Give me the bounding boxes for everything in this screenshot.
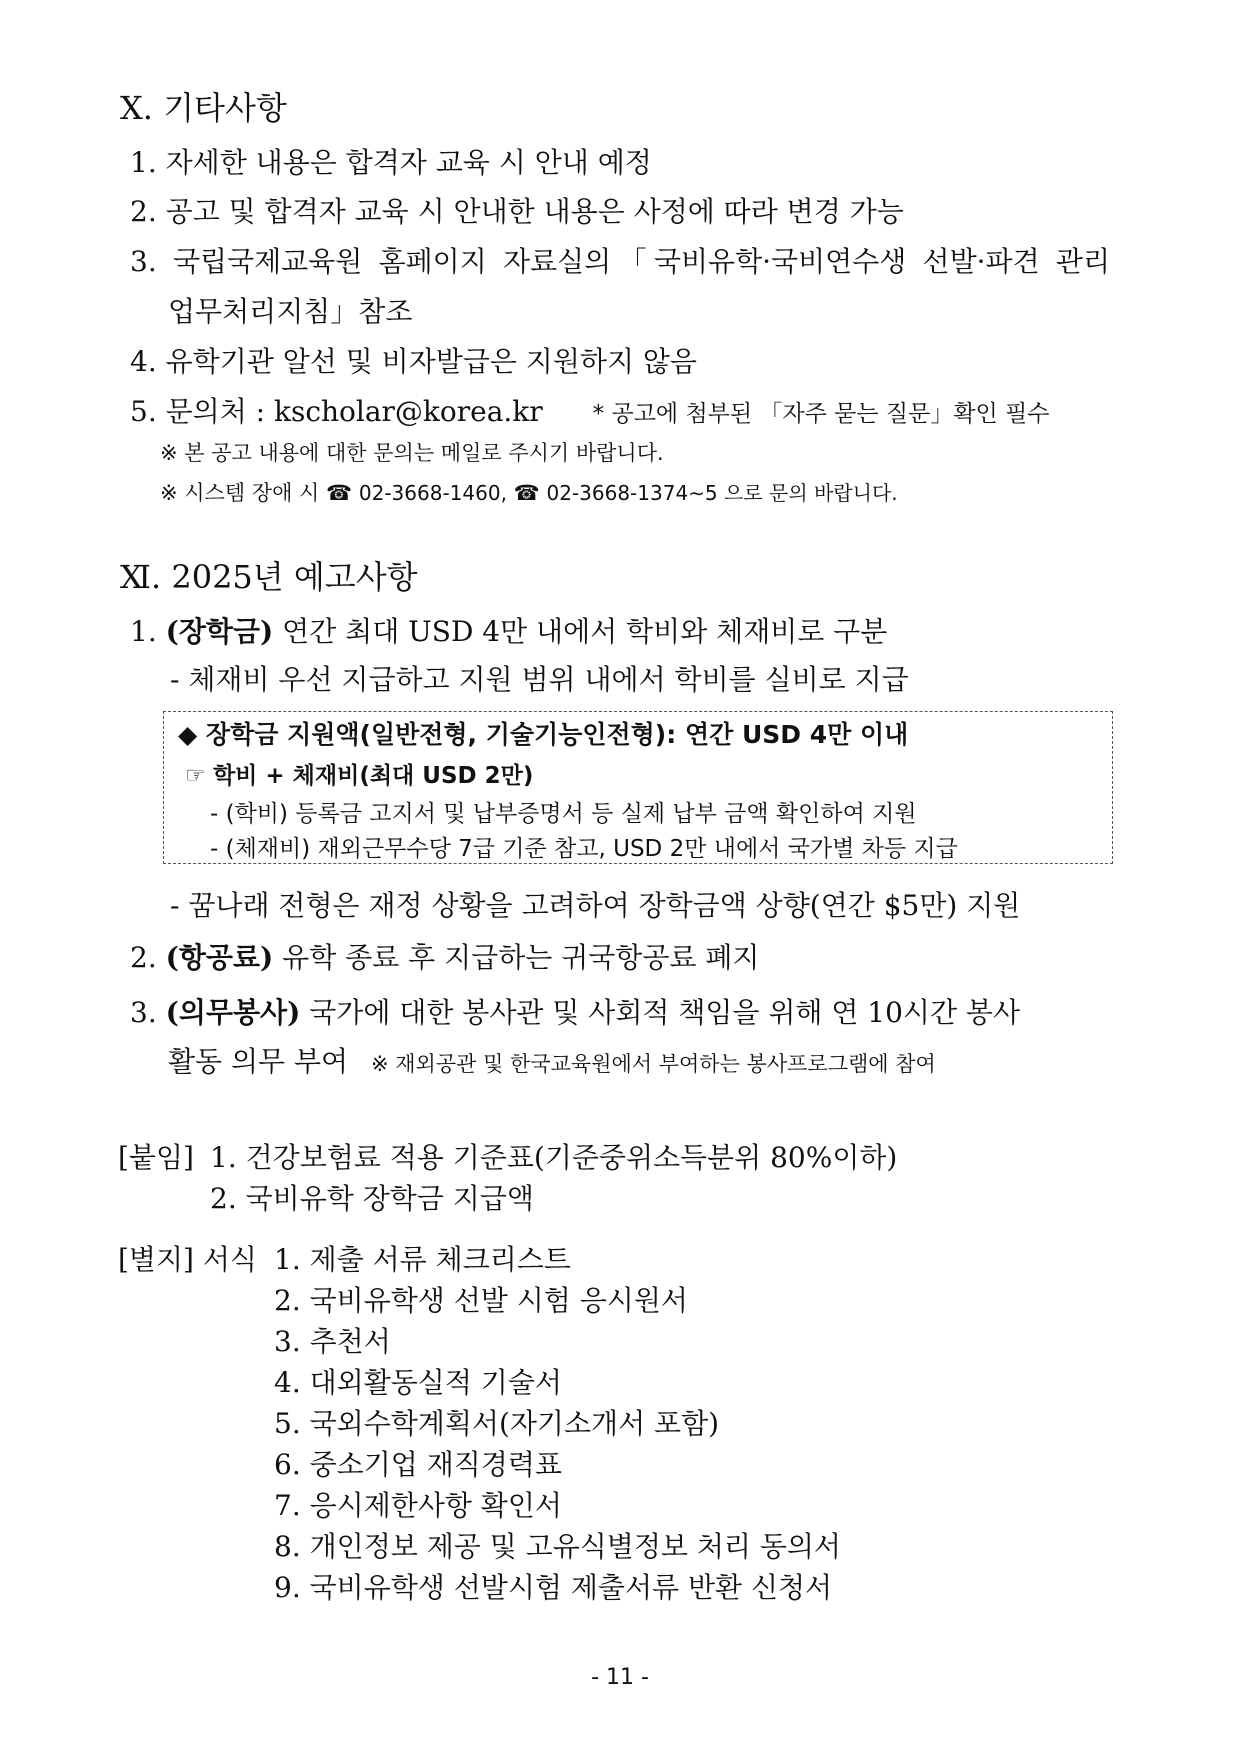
telephone-icon: ☎ bbox=[513, 481, 540, 505]
contact-note: * 공고에 첨부된 「자주 묻는 질문」확인 필수 bbox=[592, 401, 1050, 427]
form-item-5: 5. 국외수학계획서(자기소개서 포함) bbox=[274, 1407, 720, 1440]
section-11-item-1-sub: - 체재비 우선 지급하고 지원 범위 내에서 학비를 실비로 지급 bbox=[170, 663, 909, 696]
attachments-label: [붙임] bbox=[118, 1141, 194, 1174]
pointing-hand-icon: ☞ bbox=[185, 763, 206, 789]
section-10-item-1: 1. 자세한 내용은 합격자 교육 시 안내 예정 bbox=[130, 146, 652, 179]
box-line-living: - (체재비) 재외근무수당 7급 기준 참고, USD 2만 내에서 국가별 차등 지급 bbox=[210, 836, 958, 862]
item-3-label: (의무봉사) bbox=[165, 996, 301, 1029]
attachment-item-2: 2. 국비유학 장학금 지급액 bbox=[210, 1182, 534, 1215]
item-1-text: 연간 최대 USD 4만 내에서 학비와 체재비로 구분 bbox=[282, 615, 888, 648]
item-2-text: 유학 종료 후 지급하는 귀국항공료 폐지 bbox=[282, 941, 760, 974]
section-10-heading: Ⅹ. 기타사항 bbox=[120, 89, 287, 127]
telephone-icon: ☎ bbox=[326, 481, 353, 505]
form-item-6: 6. 중소기업 재직경력표 bbox=[274, 1448, 562, 1481]
note-phone bbox=[160, 481, 898, 505]
section-11-item-2 bbox=[130, 942, 759, 974]
box-subtitle: 학비 + 체재비(최대 USD 2만) bbox=[212, 763, 534, 789]
form-item-9: 9. 국비유학생 선발시험 제출서류 반환 신청서 bbox=[274, 1571, 833, 1604]
phone-number-1: 02-3668-1460, bbox=[358, 481, 507, 505]
contact-label: 5. 문의처 : kscholar@korea.kr bbox=[130, 395, 543, 428]
box-title: ◆ 장학금 지원액(일반전형, 기술기능인전형): 연간 USD 4만 이내 bbox=[178, 720, 909, 749]
form-item-3: 3. 추천서 bbox=[274, 1325, 391, 1358]
section-11-heading: Ⅺ. 2025년 예고사항 bbox=[120, 558, 418, 596]
section-11-item-3 bbox=[130, 997, 1020, 1029]
box-line-tuition: - (학비) 등록금 고지서 및 납부증명서 등 실제 납부 금액 확인하여 지원 bbox=[210, 801, 917, 827]
item-3-text: 국가에 대한 봉사관 및 사회적 책임을 위해 연 10시간 봉사 bbox=[309, 996, 1021, 1029]
form-item-1: 1. 제출 서류 체크리스트 bbox=[274, 1243, 571, 1276]
section-11-item-1 bbox=[130, 616, 887, 648]
item-3-note: ※ 재외공관 및 한국교육원에서 부여하는 봉사프로그램에 참여 bbox=[371, 1052, 936, 1076]
form-item-7: 7. 응시제한사항 확인서 bbox=[274, 1489, 562, 1522]
phone-number-2: 02-3668-1374∼5 으로 문의 바랍니다. bbox=[546, 481, 898, 505]
section-11-item-3-cont bbox=[168, 1046, 936, 1078]
note-email: ※ 본 공고 내용에 대한 문의는 메일로 주시기 바랍니다. bbox=[160, 441, 664, 465]
item-2-number: 2. bbox=[130, 941, 157, 974]
page-number: - 11 - bbox=[591, 1665, 649, 1690]
section-10-item-2: 2. 공고 및 합격자 교육 시 안내한 내용은 사정에 따라 변경 가능 bbox=[130, 195, 904, 228]
item-1-number: 1. bbox=[130, 615, 157, 648]
note-phone-prefix: ※ 시스템 장애 시 bbox=[160, 481, 320, 505]
section-11-item-1-sub2: - 꿈나래 전형은 재정 상황을 고려하여 장학금액 상향(연간 $5만) 지원 bbox=[170, 889, 1021, 922]
section-10-item-4: 4. 유학기관 알선 및 비자발급은 지원하지 않음 bbox=[130, 345, 697, 378]
section-10-item-3: 3. 국립국제교육원 홈페이지 자료실의「국비유학·국비연수생 선발·파견 관리 bbox=[130, 245, 1110, 278]
form-item-4: 4. 대외활동실적 기술서 bbox=[274, 1366, 562, 1399]
form-item-2: 2. 국비유학생 선발 시험 응시원서 bbox=[274, 1284, 688, 1317]
box-subtitle-row bbox=[185, 763, 533, 789]
item-2-label: (항공료) bbox=[165, 941, 274, 974]
item-3-cont-text: 활동 의무 부여 bbox=[168, 1045, 349, 1078]
forms-label: [별지] 서식 bbox=[118, 1243, 257, 1276]
item-3-number: 3. bbox=[130, 996, 157, 1029]
section-10-item-3-cont: 업무처리지침」참조 bbox=[168, 295, 413, 328]
attachment-item-1: 1. 건강보험료 적용 기준표(기준중위소득분위 80%이하) bbox=[210, 1141, 898, 1174]
section-10-item-5 bbox=[130, 396, 1050, 428]
item-1-label: (장학금) bbox=[165, 615, 274, 648]
form-item-8: 8. 개인정보 제공 및 고유식별정보 처리 동의서 bbox=[274, 1530, 841, 1563]
